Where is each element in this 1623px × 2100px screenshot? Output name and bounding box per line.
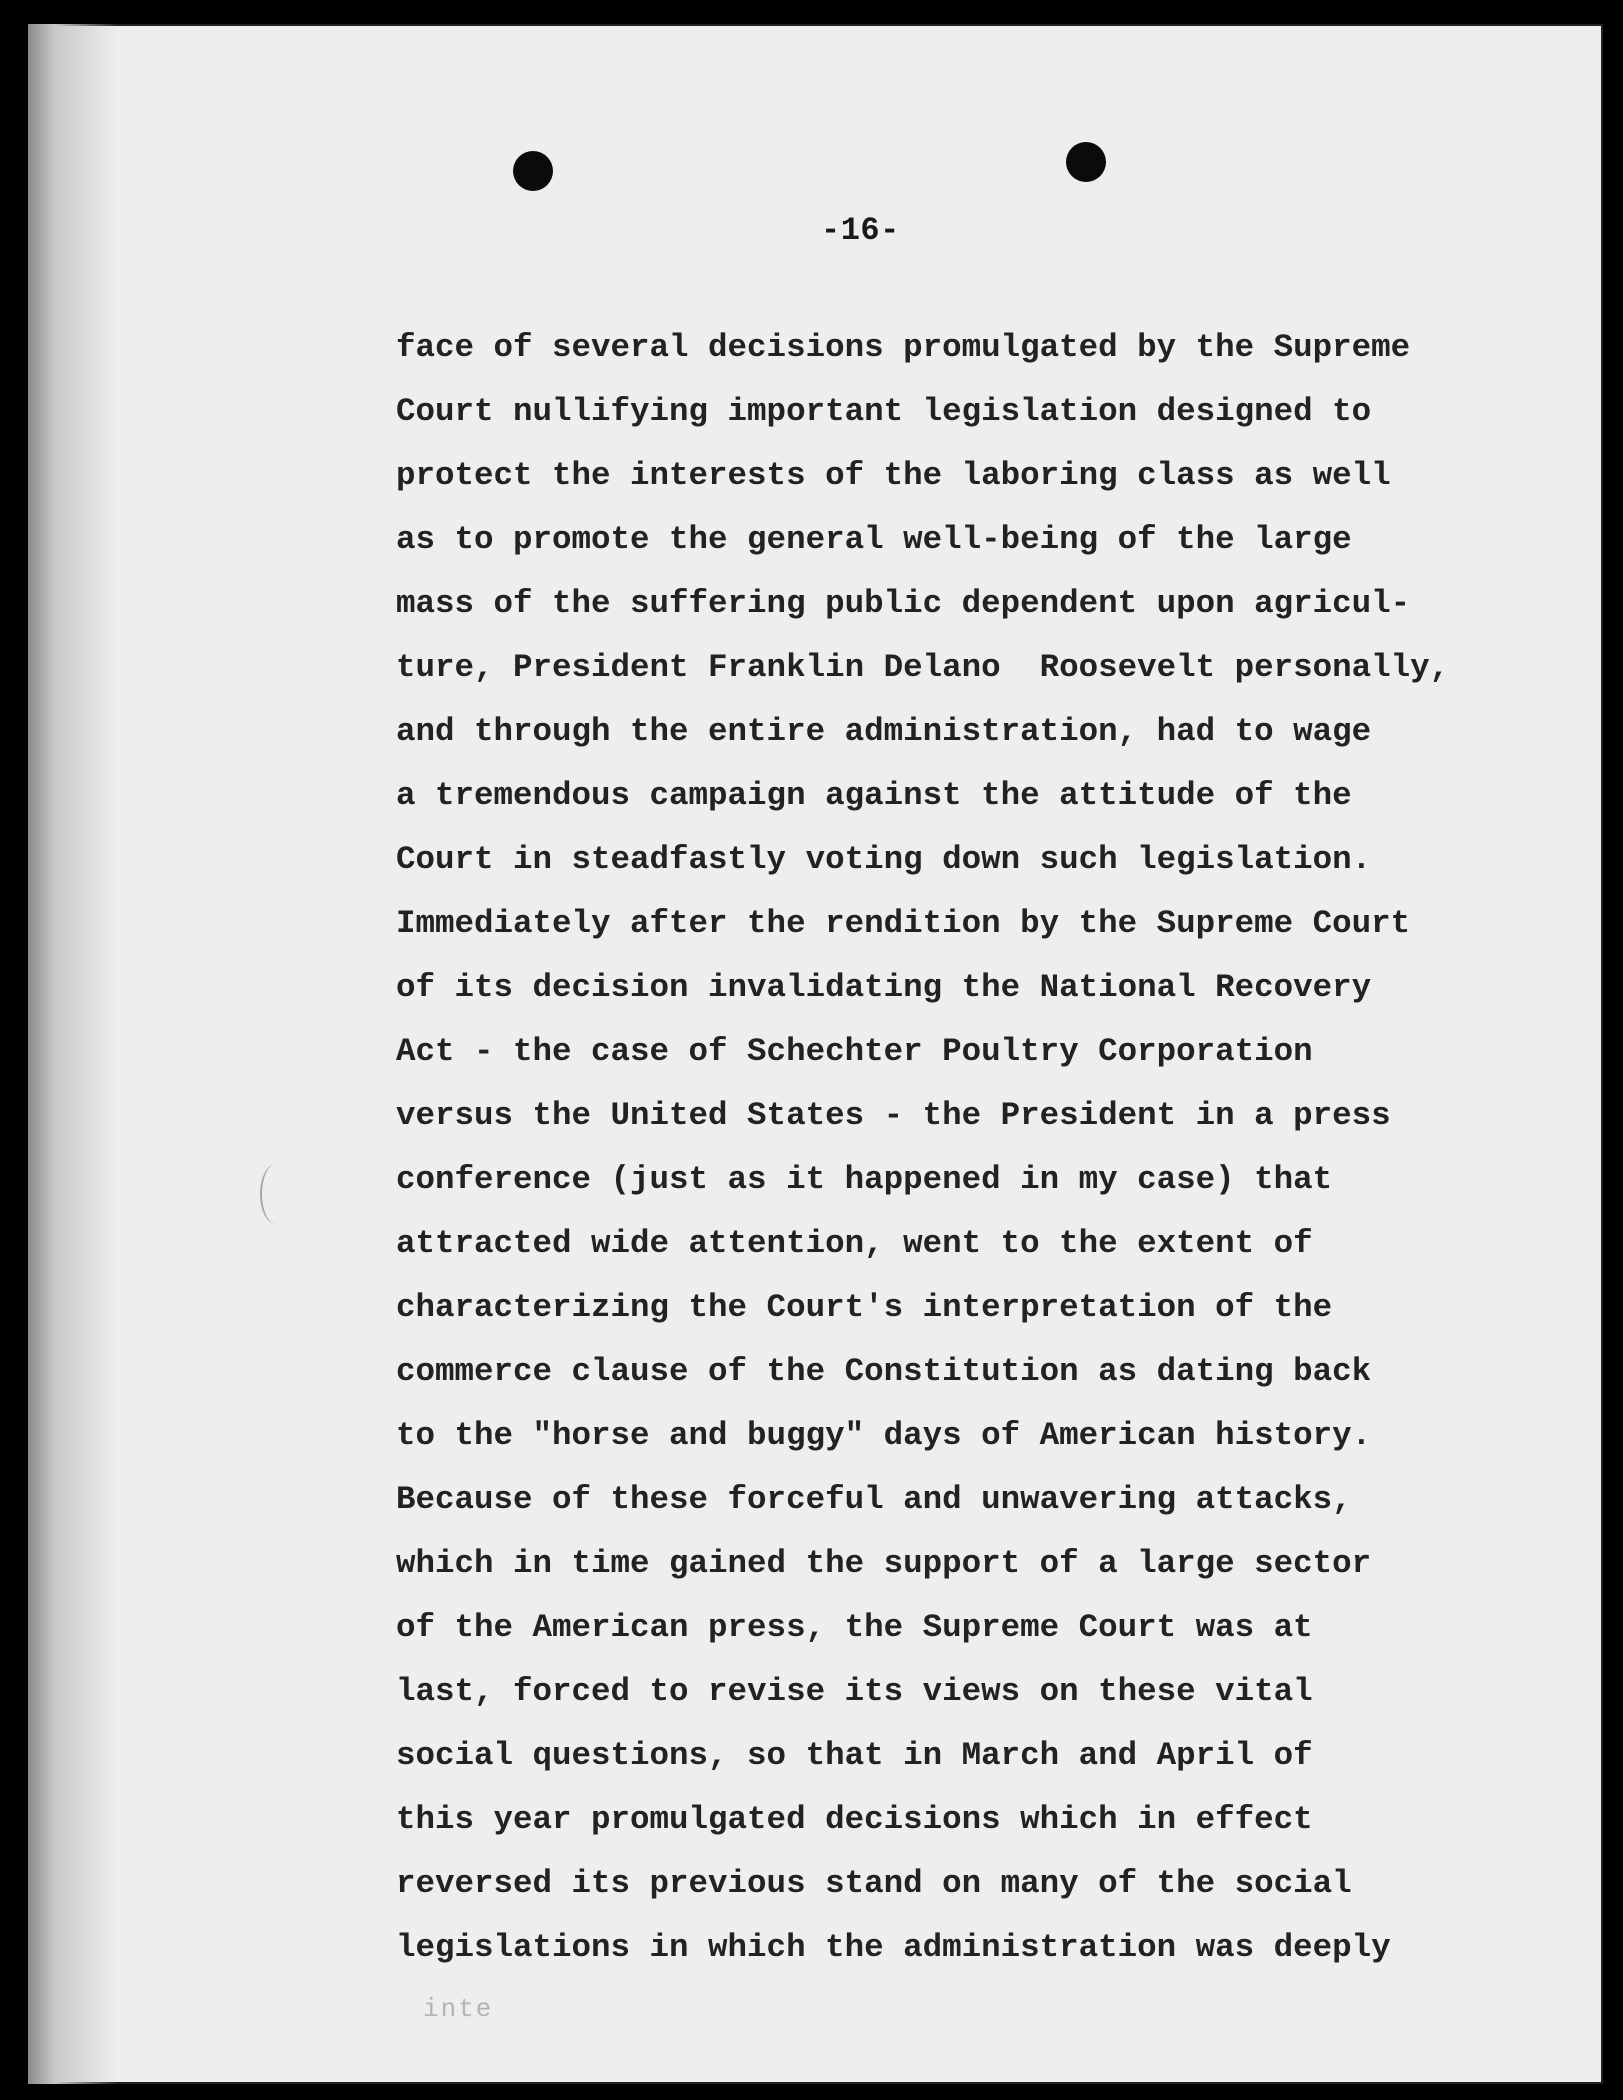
text-line: a tremendous campaign against the attitude of the bbox=[396, 777, 1352, 814]
typed-body-text bbox=[396, 316, 1556, 1980]
text-line: legislations in which the administration was deeply bbox=[396, 1929, 1391, 1966]
page-number: -16- bbox=[821, 212, 900, 249]
text-line: of the American press, the Supreme Court was at bbox=[396, 1609, 1313, 1646]
text-line: attracted wide attention, went to the extent of bbox=[396, 1225, 1313, 1262]
text-line: characterizing the Court's interpretation of the bbox=[396, 1289, 1333, 1326]
text-line: commerce clause of the Constitution as dating back bbox=[396, 1353, 1372, 1390]
document-page bbox=[28, 24, 1603, 2084]
text-line: and through the entire administration, had to wage bbox=[396, 713, 1372, 750]
faint-catchword: inte bbox=[423, 1994, 494, 2024]
text-line: mass of the suffering public dependent upon agricul- bbox=[396, 585, 1411, 622]
punch-hole-left bbox=[513, 151, 553, 191]
page-edge-shadow bbox=[28, 24, 118, 2084]
stray-pencil-mark bbox=[260, 1164, 292, 1224]
text-line: versus the United States - the President in a press bbox=[396, 1097, 1391, 1134]
text-line: protect the interests of the laboring class as well bbox=[396, 457, 1391, 494]
text-line: Immediately after the rendition by the Supreme Court bbox=[396, 905, 1411, 942]
text-line: Act - the case of Schechter Poultry Corporation bbox=[396, 1033, 1313, 1070]
text-line: Court in steadfastly voting down such legislation. bbox=[396, 841, 1372, 878]
text-line: face of several decisions promulgated by the Supreme bbox=[396, 329, 1411, 366]
text-line: social questions, so that in March and April of bbox=[396, 1737, 1313, 1774]
text-line: which in time gained the support of a large sector bbox=[396, 1545, 1372, 1582]
text-line: ture, President Franklin Delano Roosevelt personally, bbox=[396, 649, 1450, 686]
text-line: Court nullifying important legislation designed to bbox=[396, 393, 1372, 430]
text-line: of its decision invalidating the National Recovery bbox=[396, 969, 1372, 1006]
text-line: as to promote the general well-being of the large bbox=[396, 521, 1352, 558]
text-line: to the "horse and buggy" days of American history. bbox=[396, 1417, 1372, 1454]
punch-hole-right bbox=[1066, 142, 1106, 182]
text-line: Because of these forceful and unwavering attacks, bbox=[396, 1481, 1352, 1518]
text-line: conference (just as it happened in my case) that bbox=[396, 1161, 1333, 1198]
text-line: this year promulgated decisions which in effect bbox=[396, 1801, 1313, 1838]
text-line: last, forced to revise its views on these vital bbox=[396, 1673, 1313, 1710]
text-line: reversed its previous stand on many of the social bbox=[396, 1865, 1352, 1902]
